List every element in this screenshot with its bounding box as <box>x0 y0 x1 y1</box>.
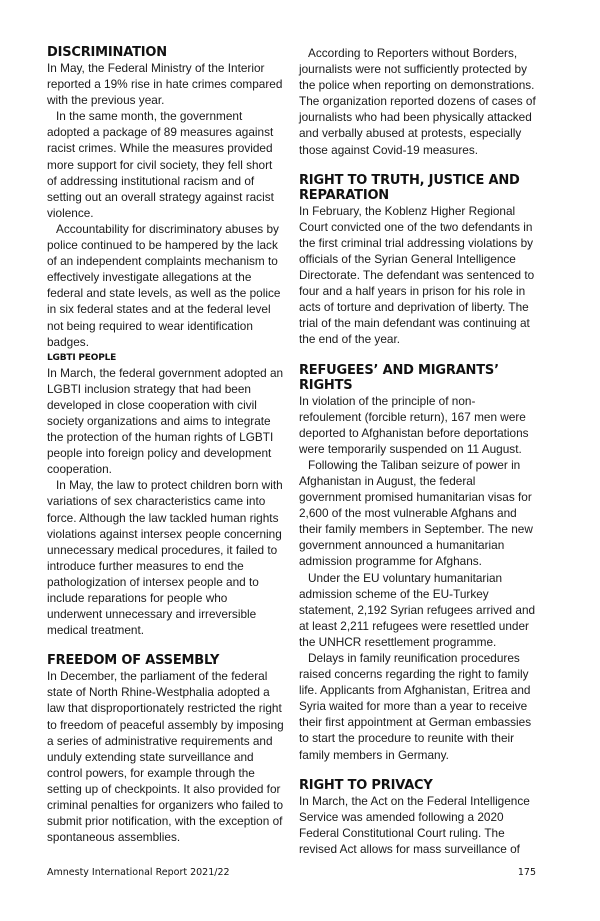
paragraph: In May, the Federal Ministry of the Interior reported a 19% rise in hate crimes compared with the previous year. <box>47 61 283 108</box>
left-column <box>47 45 285 845</box>
section-heading-discrimination: DISCRIMINATION <box>47 45 167 60</box>
section-heading-right-to-privacy: RIGHT TO PRIVACY <box>299 777 433 793</box>
section-heading-right-to-truth: RIGHT TO TRUTH, JUSTICE AND REPARATION <box>299 172 520 203</box>
paragraph: In March, the Act on the Federal Intelligence Service was amended following a 2020 Federal Constitutional Court ruling. The revised Act allows for mass surveillance of <box>299 793 530 856</box>
paragraph: In May, the law to protect children born with variations of sex characteristics came into force. Although the law tackled human rights violations against intersex people concerning unnecessary medical procedures, it failed to introduce further measures to end the pathologization of intersex people and to include reparations for people who underwent unnecessary and irreversible medical treatment. <box>47 478 283 638</box>
section-heading-freedom-of-assembly: FREEDOM OF ASSEMBLY <box>47 653 220 669</box>
paragraph: In February, the Koblenz Higher Regional Court convicted one of the two defendants in the first criminal trial addressing violations by officials of the Syrian General Intelligence Directorate. The defendant was sentenced to four and a half years in prison for his role in acts of torture and deprivation of liberty. The trial of the main defendant was continuing at the end of the year. <box>299 203 535 347</box>
section-heading-refugees-migrants: REFUGEES’ AND MIGRANTS’ RIGHTS <box>299 362 499 393</box>
paragraph: Delays in family reunification procedures raised concerns regarding the right to family life. Applicants from Afghanistan, Eritrea and Syria waited for more than a year to receive their first appointment at German embassies to start the procedure to reunite with their family members in Germany. <box>299 651 532 762</box>
paragraph: Following the Taliban seizure of power in Afghanistan in August, the federal government promised humanitarian visas for 2,600 of the most vulnerable Afghans and their family members in September. The new government announced a humanitarian admission programme for Afghans. <box>299 457 533 569</box>
right-column <box>299 45 537 857</box>
paragraph: In March, the federal government adopted an LGBTI inclusion strategy that had been developed in close cooperation with civil society organizations and aims to integrate the protection of the human rights of LGBTI people into foreign policy and development cooperation. <box>47 365 284 477</box>
paragraph: In December, the parliament of the federal state of North Rhine-Westphalia adopted a law that disproportionately restricted the right to freedom of peaceful assembly by imposing a series of administrative requirements and unduly extending state surveillance and control powers, for example through the setting up of checkpoints. It also provided for criminal penalties for organizers who failed to submit prior notification, with the exception of spontaneous assemblies. <box>47 669 284 845</box>
footer-report-title: Amnesty International Report 2021/22 <box>47 867 230 878</box>
subheading-lgbti-people: LGBTI PEOPLE <box>47 352 117 363</box>
page-number: 175 <box>517 867 536 878</box>
paragraph: According to Reporters without Borders, journalists were not sufficiently protected by the police when reporting on demonstrations. The organization reported dozens of cases of journalists who had been physically attacked and verbally abused at protests, especially those against Covid-19 measures. <box>299 46 536 157</box>
paragraph: In violation of the principle of non-refoulement (forcible return), 167 men were deported to Afghanistan before deportations were temporarily suspended on 11 August. <box>299 393 529 456</box>
paragraph: In the same month, the government adopted a package of 89 measures against racist crimes. While the measures provided more support for civil society, they fell short of addressing institutional racism and of setting out an overall strategy against racist violence. <box>47 109 274 220</box>
paragraph: Under the EU voluntary humanitarian admission scheme of the EU-Turkey statement, 2,192 Syrian refugees arrived and at least 2,211 refugees were resettled under the UNHCR resettlement programme. <box>299 570 536 649</box>
paragraph: Accountability for discriminatory abuses by police continued to be hampered by the lack of an independent complaints mechanism to effectively investigate allegations at the federal and state levels, as well as the police in six federal states and at the federal level not being required to wear identification badges. <box>47 221 281 349</box>
